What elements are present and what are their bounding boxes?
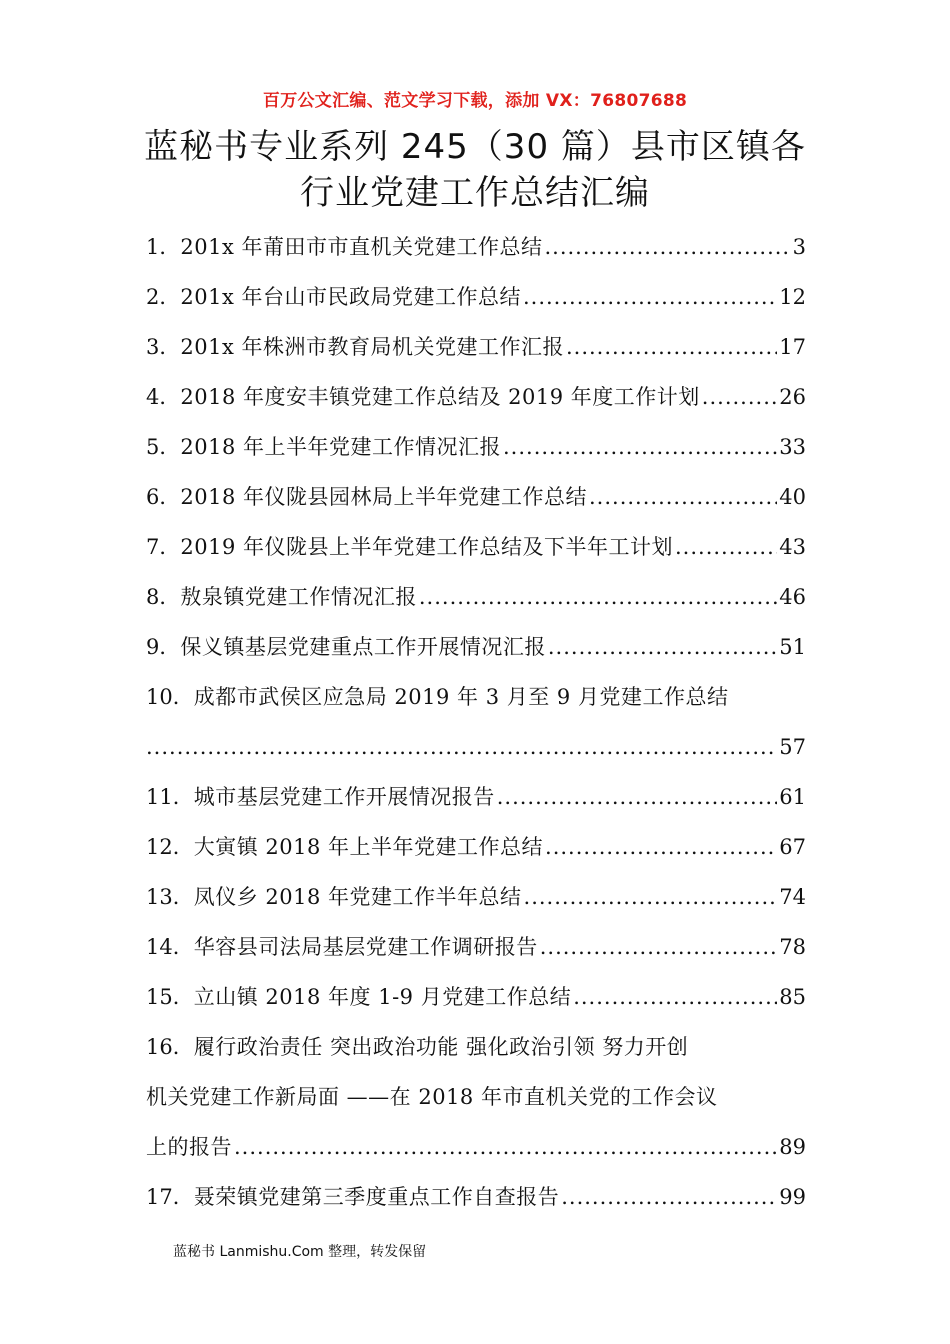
toc-number: 3． (146, 335, 181, 359)
toc-number: 11． (146, 785, 194, 809)
dot-leader (523, 272, 777, 322)
toc-entry-13[interactable] (146, 872, 806, 922)
toc-entry-17[interactable] (146, 1172, 806, 1222)
dot-leader (589, 472, 777, 522)
toc-entry-2[interactable] (146, 272, 806, 322)
toc-number: 14． (146, 935, 194, 959)
toc-page-number: 26 (779, 385, 806, 409)
toc-page-number: 12 (779, 285, 806, 309)
toc-title: 2018 年度安丰镇党建工作总结及 2019 年度工作计划 (180, 385, 700, 409)
dot-leader (497, 772, 778, 822)
toc-number: 7． (146, 535, 181, 559)
dot-leader (524, 872, 778, 922)
toc-number: 4． (146, 385, 181, 409)
toc-entry-5[interactable] (146, 422, 806, 472)
dot-leader (234, 1122, 777, 1172)
title-line-2: 行业党建工作总结汇编 (300, 173, 650, 213)
toc-title: 2018 年仪陇县园林局上半年党建工作总结 (180, 485, 587, 509)
dot-leader (146, 722, 777, 772)
toc-page-number: 99 (779, 1185, 806, 1209)
toc-title: 立山镇 2018 年度 1-9 月党建工作总结 (193, 985, 572, 1009)
dot-leader (540, 922, 778, 972)
toc-title: 201x 年株洲市教育局机关党建工作汇报 (180, 335, 564, 359)
dot-leader (503, 422, 777, 472)
toc-page-number: 46 (779, 585, 806, 609)
toc-entry-1[interactable] (146, 222, 806, 272)
toc-entry-11[interactable] (146, 772, 806, 822)
toc-number: 10． (146, 685, 194, 709)
toc-number: 8． (146, 585, 181, 609)
toc-number: 2． (146, 285, 181, 309)
toc-title: 2019 年仪陇县上半年党建工作总结及下半年工计划 (180, 535, 673, 559)
toc-title: 凤仪乡 2018 年党建工作半年总结 (193, 885, 522, 909)
toc-page-number: 78 (779, 935, 806, 959)
toc-page-number: 3 (792, 235, 806, 259)
toc-title-continued: 上的报告 (146, 1135, 232, 1159)
toc-title: 201x 年台山市民政局党建工作总结 (180, 285, 521, 309)
toc-page-number: 74 (779, 885, 806, 909)
toc-number: 9． (146, 635, 181, 659)
dot-leader (702, 372, 777, 422)
toc-page-number: 67 (779, 835, 806, 859)
toc-entry-4[interactable] (146, 372, 806, 422)
toc-entry-15[interactable] (146, 972, 806, 1022)
toc-entry-6[interactable] (146, 472, 806, 522)
toc-number: 13． (146, 885, 194, 909)
toc-title: 成都市武侯区应急局 2019 年 3 月至 9 月党建工作总结 (193, 685, 729, 709)
toc-entry-16[interactable] (146, 1022, 806, 1172)
toc-number: 6． (146, 485, 181, 509)
toc-number: 16． (146, 1035, 194, 1059)
toc-page-number: 61 (779, 785, 806, 809)
promo-banner: 百万公文汇编、范文学习下载，添加 VX：76807688 (262, 91, 688, 111)
toc-page-number: 43 (779, 535, 806, 559)
toc-title: 城市基层党建工作开展情况报告 (193, 785, 495, 809)
toc-title: 敖泉镇党建工作情况汇报 (180, 585, 417, 609)
toc-page-number: 33 (779, 435, 806, 459)
dot-leader (573, 972, 777, 1022)
toc-entry-12[interactable] (146, 822, 806, 872)
toc-page-number: 17 (779, 335, 806, 359)
document-title (120, 124, 830, 216)
toc-number: 17． (146, 1185, 194, 1209)
toc-number: 5． (146, 435, 181, 459)
toc-number: 15． (146, 985, 194, 1009)
toc-number: 12． (146, 835, 194, 859)
dot-leader (561, 1172, 777, 1222)
toc-page-number: 51 (779, 635, 806, 659)
toc-title: 履行政治责任 突出政治功能 强化政治引领 努力开创 (193, 1035, 689, 1059)
toc-entry-8[interactable] (146, 572, 806, 622)
toc-page-number: 57 (779, 735, 806, 759)
toc-title: 大寅镇 2018 年上半年党建工作总结 (193, 835, 544, 859)
dot-leader (545, 822, 777, 872)
dot-leader (548, 622, 777, 672)
toc-page-number: 89 (779, 1135, 806, 1159)
toc-page-number: 40 (779, 485, 806, 509)
toc-page-number: 85 (779, 985, 806, 1009)
toc-title-continued: 机关党建工作新局面 ——在 2018 年市直机关党的工作会议 (146, 1085, 718, 1109)
footer-note: 蓝秘书 Lanmishu.Com 整理，转发保留 (173, 1244, 427, 1260)
toc-entry-7[interactable] (146, 522, 806, 572)
toc-entry-9[interactable] (146, 622, 806, 672)
dot-leader (675, 522, 777, 572)
toc-title: 保义镇基层党建重点工作开展情况汇报 (180, 635, 546, 659)
toc-title: 聂荣镇党建第三季度重点工作自查报告 (193, 1185, 560, 1209)
toc-title: 201x 年莆田市市直机关党建工作总结 (180, 235, 543, 259)
toc-entry-14[interactable] (146, 922, 806, 972)
toc-title: 华容县司法局基层党建工作调研报告 (193, 935, 538, 959)
table-of-contents (146, 222, 806, 1222)
toc-entry-3[interactable] (146, 322, 806, 372)
toc-entry-10[interactable] (146, 672, 806, 772)
dot-leader (419, 572, 777, 622)
toc-title: 2018 年上半年党建工作情况汇报 (180, 435, 501, 459)
toc-number: 1． (146, 235, 181, 259)
dot-leader (566, 322, 777, 372)
dot-leader (544, 222, 790, 272)
title-line-1: 蓝秘书专业系列 245（30 篇）县市区镇各 (144, 127, 806, 167)
